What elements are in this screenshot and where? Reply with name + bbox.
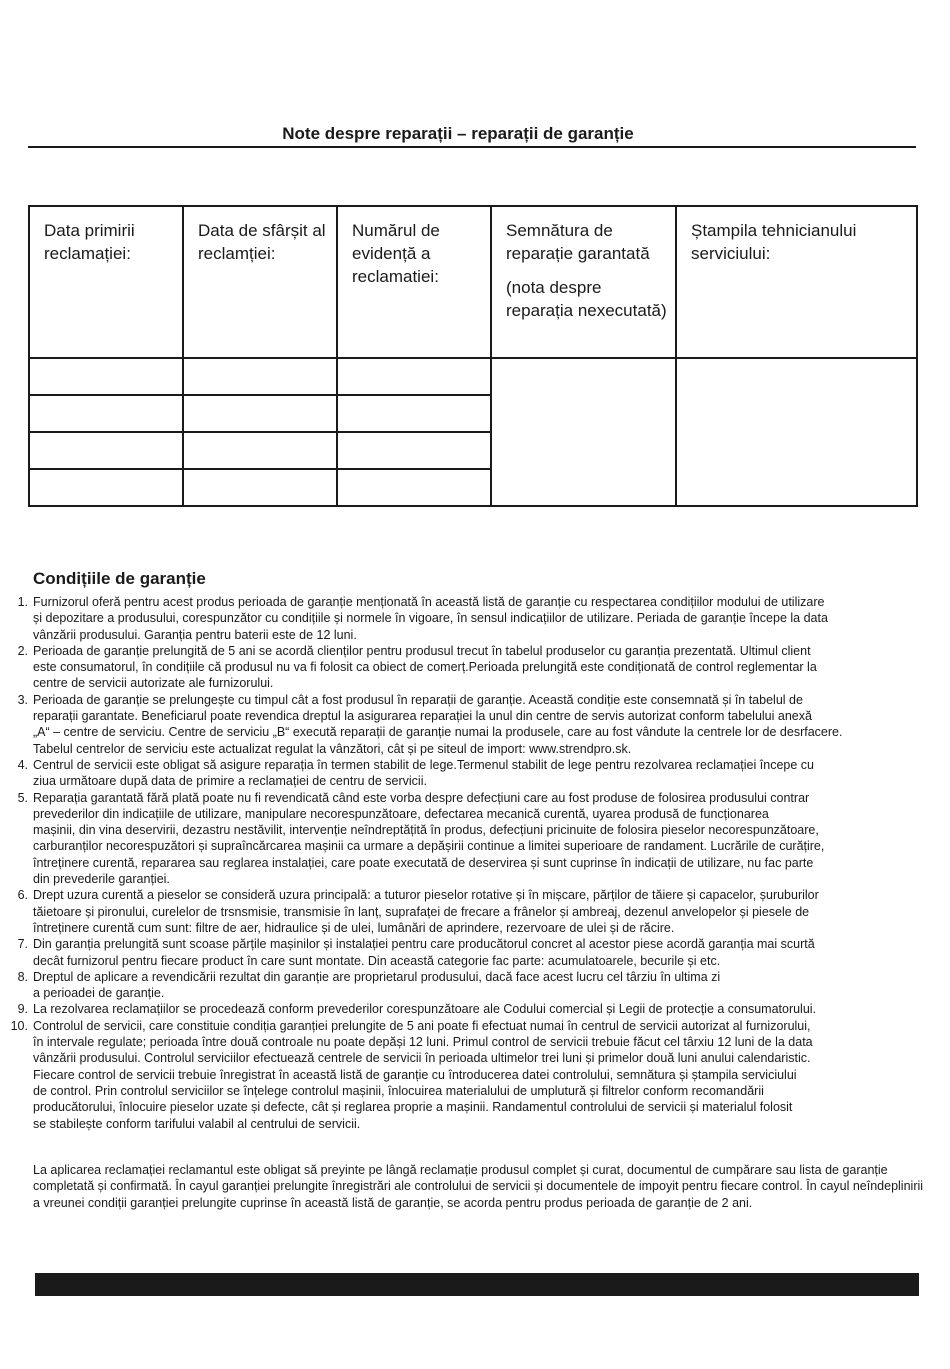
header-repair-signature <box>491 206 676 358</box>
condition-text-line: se stabilește conform tarifului valabil al centrului de servicii. <box>33 1116 361 1131</box>
condition-text-line: producătorului, înlocuire pieselor uzate și defecte, cât și reglarea proprie a mașinii. Randamentul controlului de servicii și materialul folosit <box>33 1100 793 1115</box>
condition-item <box>4 969 939 1002</box>
condition-text-line: „A“ – centre de serviciu. Centre de serviciu „B“ execută reparații de garanție numai la produsele, care au fost vândute la centrele lor de desrfacere. <box>33 725 843 740</box>
condition-text-line: Fiecare control de servicii trebuie înregistrat în această listă de garanție cu întroducerea datei controlului, semnătura și ștampila serviciului <box>33 1067 797 1082</box>
header-end-date <box>183 206 337 358</box>
table-cell <box>183 358 337 395</box>
condition-text-line: ziua următoare după data de primire a reclamației de centru de servicii. <box>33 774 427 789</box>
condition-number: 7. <box>17 937 28 952</box>
header-label: Ștampila tehnicianului serviciului: <box>691 221 857 263</box>
header-note: (nota despre reparația nexecutată) <box>506 278 667 320</box>
table-cell <box>337 358 491 395</box>
condition-text-line: Dreptul de aplicare a revendicării rezultat din garanție are proprietarul produsului, dacă face acest lucru cel târziu în ultima zi <box>33 969 721 984</box>
table-cell <box>29 432 183 469</box>
condition-text-line: Reparația garantată fără plată poate nu fi revendicată când este vorba despre defecțiuni care au fost produse de folosirea produsului contrar <box>33 790 810 805</box>
table-cell <box>29 358 183 395</box>
table-row <box>29 358 917 395</box>
condition-text-line: Perioada de garanție se prelungește cu timpul cât a fost produsul în reparații de garanție. Această condiție este consemnată și în tabelul de <box>33 692 803 707</box>
condition-item <box>4 692 939 757</box>
condition-text-line: mașinii, din vina deservirii, dezastru nestăvilit, intervenție neîndreptățită în produs, defecțiuni pricinuite de folosira pieselor necorespunzătoare, <box>33 823 819 838</box>
condition-item <box>4 594 939 643</box>
condition-number: 8. <box>17 969 28 984</box>
header-record-number <box>337 206 491 358</box>
stamp-cell <box>676 358 917 506</box>
header-label: Data primirii reclamației: <box>44 221 135 263</box>
condition-item <box>4 757 939 790</box>
condition-text-line: din prevederile garanției. <box>33 872 170 887</box>
closing-paragraph: La aplicarea reclamației reclamantul este obligat să preyinte pe lângă reclamație produsul complet și curat, documentul de cumpărare sau lista de garanție completată și confirmată. În cayul garanției prelungite înregistrări ale controlului de servicii și documentele de impoyit pentru fiecare control. În cayul neîndeplinirii a vreunei condiții garanției prelungite cuprinse în această listă de garanție, se acorda pentru produs perioada de garanție de 2 ani. <box>33 1163 924 1210</box>
condition-text-line: întreținere curentă, repararea sau reglarea instalației, care poate executată de deservirea și sunt cuprinse în indicații de utilizare, nu fac parte <box>33 855 814 870</box>
header-label: Semnătura de reparație garantată <box>506 221 650 263</box>
conditions-heading: Condițiile de garanție <box>33 569 206 588</box>
table-cell <box>183 432 337 469</box>
condition-number: 6. <box>17 888 28 903</box>
repair-record-table <box>28 205 918 507</box>
condition-text-line: Perioada de garanție prelungită de 5 ani se acordă clienților pentru produsul trecut în tabelul produselor cu garanția prezentată. Ultimul client <box>33 643 811 658</box>
table-cell <box>183 395 337 432</box>
condition-text-line: vânzării produsului. Garanția pentru baterii este de 12 luni. <box>33 627 357 642</box>
condition-text-line: de control. Prin controlul serviciilor se înțelege controlul mașinii, înlocuirea materialului de umplutură și filtrelor conform recomandării <box>33 1083 764 1098</box>
condition-text-line: reparații garantate. Beneficiarul poate revendica dreptul la asigurarea reparației la unul din centre de servis autorizat conform tabelului anexă <box>33 709 812 724</box>
title-underline <box>28 146 916 148</box>
table-header-row <box>29 206 917 358</box>
table-cell <box>29 469 183 506</box>
conditions-list <box>4 594 939 1132</box>
footer-bar <box>35 1273 919 1296</box>
header-received-date <box>29 206 183 358</box>
header-label: Data de sfârșit al reclamției: <box>198 221 326 263</box>
condition-text-line: Centrul de servicii este obligat să asigure reparația în termen stabilit de lege.Termenul stabilit de lege pentru rezolvarea reclamației începe cu <box>33 757 814 772</box>
condition-number: 4. <box>17 757 28 772</box>
header-technician-stamp <box>676 206 917 358</box>
condition-text-line: în intervale regulate; perioada între două controale nu poate depăși 12 luni. Primul control de servicii trebuie făcut cel târxiu 12 luni de la data <box>33 1035 813 1050</box>
table-cell <box>183 469 337 506</box>
signature-cell <box>491 358 676 506</box>
table-cell <box>29 395 183 432</box>
condition-item <box>4 643 939 692</box>
condition-number: 10. <box>10 1018 28 1033</box>
condition-text-line: Drept uzura curentă a pieselor se consideră uzura principală: a tuturor pieselor rotative și în mișcare, părților de tăiere și capacelor, șuruburilor <box>33 888 819 903</box>
condition-number: 9. <box>17 1002 28 1017</box>
condition-text-line: prevederilor din indicațiile de utilizare, manipulare necorespunzătoare, defectarea mecanică curentă, uyarea produsă de funcționarea <box>33 806 769 821</box>
table-cell <box>337 432 491 469</box>
condition-text-line: este consumatorul, în condițiile că produsul nu va fi folosit ca obiect de comerț.Perioada prelungită este condiționată de control reglementar la <box>33 660 817 675</box>
header-label: Numărul de evidență a reclamatiei: <box>352 221 440 286</box>
table-cell <box>337 469 491 506</box>
condition-text-line: vânzării produsului. Controlul serviciilor efectuează centrele de servicii în perioada ultimelor trei luni și primelor două luni anului calendaristic. <box>33 1051 811 1066</box>
condition-item <box>4 887 939 936</box>
condition-text-line: Furnizorul oferă pentru acest produs perioada de garanție menționată în această listă de garanție cu respectarea condițiilor modului de utilizare <box>33 595 825 609</box>
condition-text-line: La rezolvarea reclamațiilor se procedează conform prevederilor corespunzătoare ale Codului comercial și Legii de protecție a consumatorului. <box>33 1002 817 1017</box>
condition-item <box>4 1001 939 1017</box>
condition-number: 5. <box>17 790 28 805</box>
condition-item <box>4 936 939 969</box>
condition-text-line: carburanților necorespuzători și supraîncărcarea mașinii ca urmare a depășirii continue a limitei superioare de randament. Lucrările de curățire, <box>33 839 825 854</box>
condition-item <box>4 1018 939 1132</box>
page-title: Note despre reparații – reparații de garanție <box>282 124 634 143</box>
condition-text-line: și depozitare a produsului, corespunzător cu condițiile și normele în vigoare, în sensul indicațiilor de utilizare. Periada de garanție începe la data <box>33 611 828 626</box>
condition-text-line: a perioadei de garanție. <box>33 986 165 1001</box>
condition-text-line: tăietoare și pironului, curelelor de trsnsmisie, transmisie în lanț, suprafaței de frecare a frânelor și ambreaj, dezenul anvelopelor și piesele de <box>33 904 810 919</box>
condition-text-line: centre de servicii autorizate ale furnizorului. <box>33 676 274 691</box>
condition-number: 1. <box>17 595 28 609</box>
condition-number: 2. <box>17 643 28 658</box>
condition-text-line: întreținere curentă cum sunt: filtre de aer, hidraulice și de ulei, lumânări de aprindere, rezervoare de ulei și de răcire. <box>33 920 675 935</box>
table-cell <box>337 395 491 432</box>
condition-text-line: Tabelul centrelor de serviciu este actualizat regulat la vânzători, cât și pe siteul de import: www.strendpro.sk. <box>33 741 632 756</box>
condition-text-line: Din garanția prelungită sunt scoase părțile mașinilor și instalației pentru care producătorul concret al acestor piese acordă garanția mai scurtă <box>33 937 815 952</box>
condition-number: 3. <box>17 692 28 707</box>
condition-text-line: decât furnizorul pentru fiecare product în care sunt montate. Din această categorie fac parte: acumulatoarele, becurile și etc. <box>33 953 721 968</box>
condition-item <box>4 790 939 888</box>
condition-text-line: Controlul de servicii, care constituie condiția garanției prelungite de 5 ani poate fi efectuat numai în centrul de servicii autorizat al furnizorului, <box>33 1018 811 1033</box>
